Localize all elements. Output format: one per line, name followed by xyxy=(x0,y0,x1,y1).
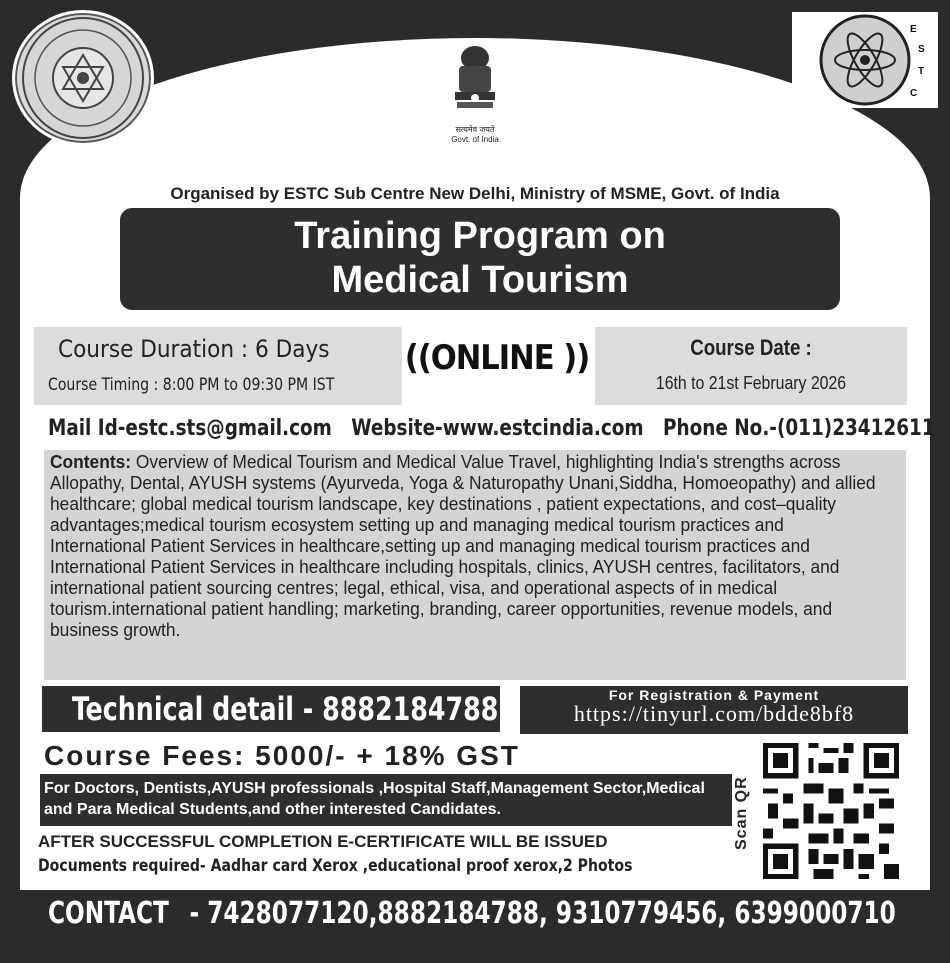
course-duration-box xyxy=(34,327,402,405)
contents-label: Contents: xyxy=(50,452,132,472)
title-banner xyxy=(120,208,840,310)
registration-box xyxy=(520,686,908,734)
svg-text:S: S xyxy=(918,44,925,55)
emblem-caption: Govt. of India xyxy=(451,135,499,144)
certificate-note: AFTER SUCCESSFUL COMPLETION E-CERTIFICATE WILL BE ISSUED xyxy=(38,832,608,851)
contact-line xyxy=(48,416,935,441)
registration-url: https://tinyurl.com/bdde8bf8 xyxy=(573,701,855,726)
contents-text-block xyxy=(50,452,882,641)
dc-msme-seal-logo xyxy=(12,10,154,146)
course-fees: Course Fees: 5000/- + 18% GST xyxy=(44,740,520,771)
phone-number: Phone No.-(011)23412611 xyxy=(663,416,935,441)
estc-logo xyxy=(792,12,938,108)
lion-capital-icon xyxy=(447,40,503,120)
website: Website-www.estcindia.com xyxy=(351,416,644,441)
scan-qr-text: Scan QR xyxy=(733,776,750,850)
online-mode: ((ONLINE )) xyxy=(404,338,590,378)
qr-code xyxy=(758,738,904,884)
technical-detail-text: Technical detail - 8882184788 xyxy=(72,690,499,728)
contact-label: CONTACT xyxy=(48,896,169,931)
technical-detail xyxy=(42,686,500,732)
organised-by: Organised by ESTC Sub Centre New Delhi, Ministry of MSME, Govt. of India xyxy=(170,184,780,203)
course-duration: Course Duration : 6 Days xyxy=(58,335,330,363)
svg-text:E: E xyxy=(910,24,917,35)
course-timing: Course Timing : 8:00 PM to 09:30 PM IST xyxy=(48,375,335,395)
course-date-box xyxy=(595,327,907,405)
title-line-1: Training Program on xyxy=(294,215,666,257)
course-date-label: Course Date : xyxy=(690,335,812,360)
national-emblem xyxy=(440,40,510,150)
registration-label: For Registration & Payment xyxy=(608,687,820,703)
svg-text:C: C xyxy=(910,88,918,99)
course-date-value: 16th to 21st February 2026 xyxy=(655,373,847,393)
contents-text: Overview of Medical Tourism and Medical Value Travel, highlighting India's strengths across Allopathy, Dental, AYUSH systems (Ayurveda, Yoga & Naturopathy Unani,Siddha, Homoeopathy) and allied healthcare; global medical tourism landscape, key destinations , patient expectations, and cost–quality advantages;medical tourism ecosystem setting up and managing medical tourism practices and International Patient Services in healthcare,setting up and managing medical tourism practices and International Patient Services in healthcare including hospitals, clinics, AYUSH centres, facilitators, and international patient sourcing centres; legal, ethical, visa, and operational aspects of in medical tourism.international patient handling; marketing, branding, career opportunities, revenue models, and business growth. xyxy=(50,452,876,640)
title-line-2: Medical Tourism xyxy=(331,259,629,301)
emblem-motto: सत्यमेव जयते xyxy=(455,125,495,134)
svg-text:T: T xyxy=(918,66,925,77)
qr-code-icon xyxy=(758,738,904,884)
documents-required: Documents required- Aadhar card Xerox ,educational proof xerox,2 Photos xyxy=(38,856,633,876)
scan-qr-label xyxy=(733,750,757,860)
eligibility: For Doctors, Dentists,AYUSH professionals ,Hospital Staff,Management Sector,Medical and Para Medical Students,and other interested Candidates. xyxy=(40,774,732,826)
contact-numbers: - 7428077120,8882184788, 9310779456, 6399000710 xyxy=(189,896,896,931)
contact-footer xyxy=(48,896,896,931)
mail-id: Mail Id-estc.sts@gmail.com xyxy=(48,416,332,441)
